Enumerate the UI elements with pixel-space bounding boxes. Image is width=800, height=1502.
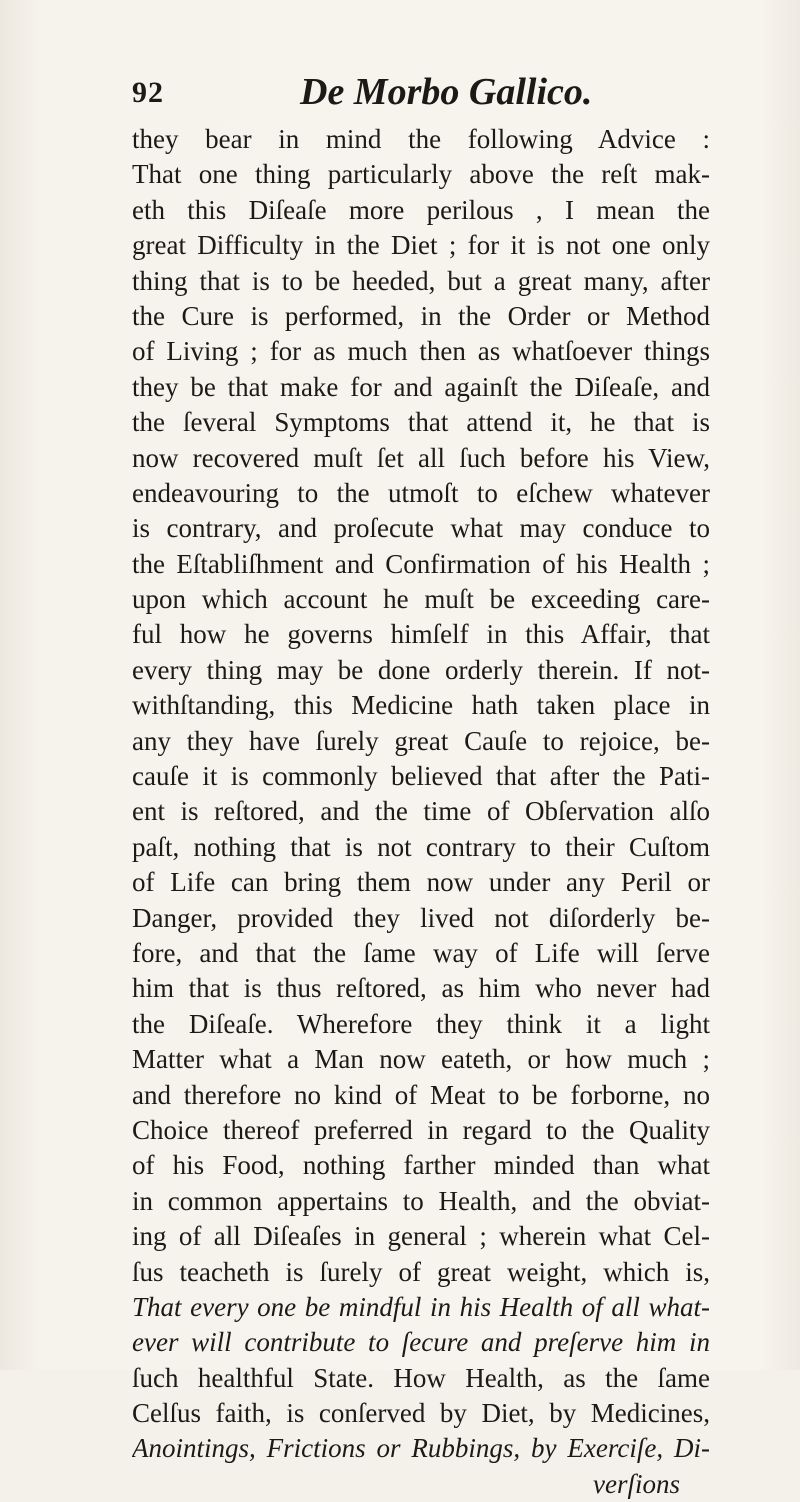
text-line: ent is reſtored, and the time of Obſervation alſo xyxy=(132,796,710,827)
text-line: endeavouring to the utmoſt to eſchew whatever xyxy=(132,477,710,508)
text-line: cauſe it is commonly believed that after the Pati- xyxy=(132,761,710,792)
text-line: the ſeveral Symptoms that attend it, he that is xyxy=(132,407,710,438)
body-text xyxy=(132,122,710,1502)
running-title: De Morbo Gallico. xyxy=(300,71,593,113)
text-line: in common appertains to Health, and the obviat- xyxy=(132,1185,710,1216)
text-line: of Life can bring them now under any Peril or xyxy=(132,867,710,898)
text-line: and therefore no kind of Meat to be forborne, no xyxy=(132,1079,710,1110)
text-line: Anointings, Frictions or Rubbings, by Exerciſe, Di- xyxy=(132,1433,710,1464)
text-line: every thing may be done orderly therein. If not- xyxy=(132,654,710,685)
text-line: Matter what a Man now eateth, or how much ; xyxy=(132,1044,710,1075)
text-line: him that is thus reſtored, as him who never had xyxy=(132,973,710,1004)
text-line: any they have ſurely great Cauſe to rejoice, be- xyxy=(132,725,710,756)
text-line: is contrary, and proſecute what may conduce to xyxy=(132,513,710,544)
text-line: of his Food, nothing farther minded than what xyxy=(132,1150,710,1181)
text-line: great Difficulty in the Diet ; for it is not one only xyxy=(132,230,710,261)
text-line: Choice thereof preferred in regard to the Quality xyxy=(132,1114,710,1145)
text-line: Celſus faith, is conſerved by Diet, by Medicines, xyxy=(132,1398,710,1429)
text-line: withſtanding, this Medicine hath taken place in xyxy=(132,690,710,721)
text-line: Danger, provided they lived not diſorderly be- xyxy=(132,902,710,933)
text-line: they bear in mind the following Advice : xyxy=(132,124,710,154)
text-line: ſus teacheth is ſurely of great weight, which is, xyxy=(132,1256,710,1287)
text-line: upon which account he muſt be exceeding care- xyxy=(132,584,710,615)
text-line: That one thing particularly above the reſt mak- xyxy=(132,159,710,190)
text-line: ſuch healthful State. How Health, as the ſame xyxy=(132,1362,710,1393)
text-line: ever will contribute to ſecure and preſerve him in xyxy=(132,1327,710,1358)
catchword: verſions xyxy=(593,1468,680,1499)
text-line: now recovered muſt ſet all ſuch before his View, xyxy=(132,442,710,473)
text-line: they be that make for and againſt the Diſeaſe, and xyxy=(132,371,710,402)
text-line: paſt, nothing that is not contrary to their Cuſtom xyxy=(132,831,710,862)
text-line: the Diſeaſe. Wherefore they think it a light xyxy=(132,1008,710,1039)
page-header xyxy=(132,70,712,120)
text-line: That every one be mindful in his Health of all what- xyxy=(132,1291,710,1322)
text-line: of Living ; for as much then as whatſoever things xyxy=(132,336,710,367)
text-line: the Eſtabliſhment and Confirmation of his Health ; xyxy=(132,548,710,579)
text-line: the Cure is performed, in the Order or Method xyxy=(132,300,710,331)
text-line: ing of all Diſeaſes in general ; wherein what Cel- xyxy=(132,1221,710,1252)
page-number: 92 xyxy=(132,76,164,109)
text-line: fore, and that the ſame way of Life will ſerve xyxy=(132,937,710,968)
text-line: ful how he governs himſelf in this Affair, that xyxy=(132,619,710,650)
text-line: thing that is to be heeded, but a great many, after xyxy=(132,265,710,296)
text-line: eth this Diſeaſe more perilous , I mean the xyxy=(132,194,710,225)
